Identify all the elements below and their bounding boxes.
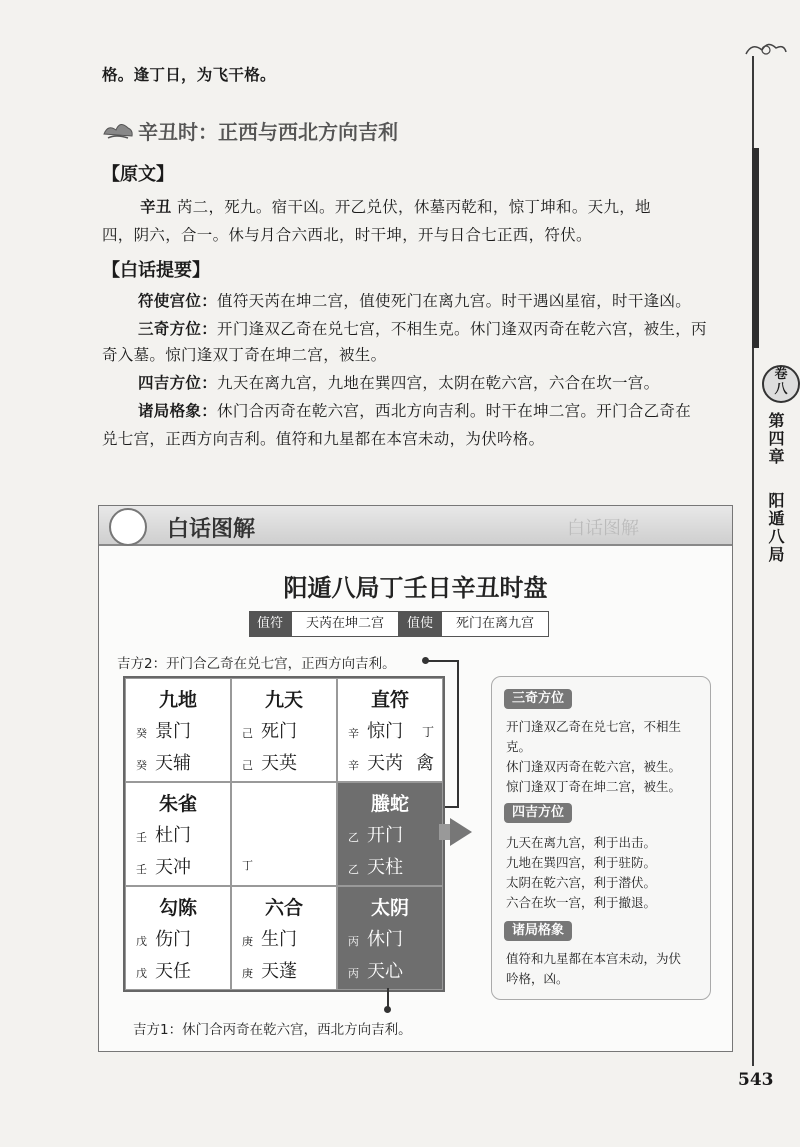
stem: 乙: [348, 863, 359, 876]
panel-line: 九天在离九宫，利于出击。: [506, 835, 657, 850]
palace-row: [136, 925, 191, 951]
analysis-panel: [491, 676, 711, 1000]
door: 惊门: [367, 721, 403, 742]
palace-cell: [125, 678, 231, 782]
margin-thumb-bar: [752, 148, 759, 348]
volume-bottom: 八: [774, 382, 788, 397]
panel-text-siji: [506, 833, 702, 913]
baihua-p2-text-1: 开门逢双乙奇在兑七宫，不相生克。休门逢双丙奇在乾六宫，被生，丙: [217, 320, 707, 338]
stem: 戊: [136, 967, 147, 980]
palace-god: 直符: [370, 689, 409, 711]
panel-line: 六合在坎一宫，利于撤退。: [506, 895, 657, 910]
illustration-box: [98, 505, 733, 1052]
palace-row: [136, 853, 191, 879]
door: 死门: [261, 721, 297, 742]
palace-extra-star: 禽: [416, 753, 434, 774]
stem: 乙: [348, 831, 359, 844]
chart-title: 阳遁八局丁壬日辛丑时盘: [283, 574, 548, 602]
baihua-p3-lead: 四吉方位：: [138, 374, 218, 392]
yuanwen-label: 【原文】: [102, 164, 174, 185]
stem: 己: [242, 727, 253, 740]
star: 天心: [367, 961, 403, 982]
palace-row: [242, 925, 297, 951]
baihua-p2-lead: 三奇方位：: [138, 320, 218, 338]
baihua-p1: [138, 288, 691, 314]
star: 天辅: [155, 753, 191, 774]
stem: 癸: [136, 727, 147, 740]
palace-cell: [337, 782, 443, 886]
palace-row: [242, 957, 297, 983]
palace-row: [242, 717, 297, 743]
connector-dot-1: [384, 1006, 391, 1013]
panel-text-sanqi: [506, 717, 702, 797]
palace-row: [136, 717, 191, 743]
panel-line: 惊门逢双丁奇在坤二宫，被生。: [506, 779, 682, 794]
cloud-ornament-icon: [742, 36, 788, 62]
star: 天柱: [367, 857, 403, 878]
cloud-heading-icon: [102, 118, 134, 142]
door: 休门: [367, 929, 403, 950]
star: 天芮: [367, 753, 403, 774]
jifang-2-note: 吉方2：开门合乙奇在兑七宫，正西方向吉利。: [117, 656, 396, 672]
door: 景门: [155, 721, 191, 742]
palace-cell-center: [231, 782, 337, 886]
baihua-p1-text: 值符天芮在坤二宫，值使死门在离九宫。时干遇凶星宿，时干逢凶。: [217, 292, 692, 310]
connector-2-v: [457, 660, 459, 808]
panel-line: 太阴在乾六宫，利于潜伏。: [506, 875, 657, 890]
page-number: 543: [738, 1070, 774, 1090]
panel-line: 休门逢双丙奇在乾六宫，被生。: [506, 759, 682, 774]
baihua-p2: [138, 316, 707, 342]
palace-god: 朱雀: [158, 793, 197, 815]
door: 杜门: [155, 825, 191, 846]
door: 伤门: [155, 929, 191, 950]
palace-row: [348, 925, 403, 951]
palace-god: 螣蛇: [370, 793, 409, 815]
palace-cell: [231, 886, 337, 990]
baihua-p3-text: 九天在离九宫，九地在巽四宫，太阴在乾六宫，六合在坎一宫。: [217, 374, 660, 392]
zhishi-value: 死门在离九宫: [441, 611, 549, 637]
panel-line: 克。: [506, 739, 532, 754]
door: 开门: [367, 825, 403, 846]
baihua-p4: [138, 398, 691, 424]
baihua-p2-line-2: 奇入墓。惊门逢双丁奇在坤二宫，被生。: [102, 346, 387, 364]
connector-2-h: [427, 660, 459, 662]
chapter-label: 第四章: [766, 412, 785, 466]
palace-row: [242, 749, 297, 775]
stem: 丙: [348, 967, 359, 980]
palace-god: 太阴: [370, 897, 409, 919]
palace-cell: [125, 782, 231, 886]
palace-cell: [337, 886, 443, 990]
panel-head-sanqi: 三奇方位: [504, 689, 572, 709]
palace-extra-stem: 丁: [421, 725, 434, 739]
zhifu-label: 值符: [249, 611, 291, 637]
illustration-header: [99, 506, 732, 546]
palace-row: [348, 957, 403, 983]
panel-line: 开门逢双乙奇在兑七宫，不相生: [506, 719, 682, 734]
baihua-p4-lead: 诸局格象：: [138, 402, 218, 420]
stem: 壬: [136, 863, 147, 876]
panel-text-zhuju: [506, 949, 702, 989]
palace-row: [348, 853, 403, 879]
volume-badge: [762, 365, 800, 403]
palace-cell: [337, 678, 443, 782]
right-arrow-icon: [450, 818, 472, 846]
palace-row: [242, 853, 261, 874]
stem: 辛: [348, 759, 359, 772]
yuanwen-line-2: 四，阴六，合一。休与月合六西北，时干坤，开与日合七正西，符伏。: [102, 226, 592, 244]
star: 天蓬: [261, 961, 297, 982]
stem: 己: [242, 759, 253, 772]
illustration-ghost-title: 白话图解: [567, 518, 639, 539]
panel-line: 吟格，凶。: [506, 971, 569, 986]
baihua-p3: [138, 370, 659, 396]
section-label: 阳遁八局: [766, 492, 785, 564]
stem: 庚: [242, 935, 253, 948]
volume-top: 卷: [774, 367, 788, 382]
intro-line: 格。逢丁日，为飞干格。: [102, 65, 276, 84]
illustration-title: 白话图解: [167, 517, 256, 542]
baihua-p4-line-2: 兑七宫，正西方向吉利。值符和九星都在本宫未动，为伏吟格。: [102, 430, 545, 448]
palace-row: [136, 957, 191, 983]
palace-row: [348, 821, 403, 847]
stem: 壬: [136, 831, 147, 844]
baihua-p1-lead: 符使宫位：: [138, 292, 218, 310]
panel-line: 九地在巽四宫，利于驻防。: [506, 855, 657, 870]
emblem-icon: [109, 508, 147, 546]
panel-head-zhuju: 诸局格象: [504, 921, 572, 941]
yuanwen-line-1: [140, 194, 651, 220]
yuanwen-lead: 辛丑: [140, 198, 172, 216]
qimen-grid: [123, 676, 445, 992]
door: 生门: [261, 929, 297, 950]
baihua-label: 【白话提要】: [102, 260, 210, 281]
yuanwen-text-1: 芮二，死九。宿干凶。开乙兑伏，休墓丙乾和，惊丁坤和。天九，地: [176, 198, 651, 216]
stem: 庚: [242, 967, 253, 980]
panel-head-siji: 四吉方位: [504, 803, 572, 823]
stem: 丙: [348, 935, 359, 948]
stem: 癸: [136, 759, 147, 772]
star: 天冲: [155, 857, 191, 878]
baihua-p4-text-1: 休门合丙奇在乾六宫，西北方向吉利。时干在坤二宫。开门合乙奇在: [217, 402, 692, 420]
panel-line: 值符和九星都在本宫未动，为伏: [506, 951, 682, 966]
stem: 丁: [242, 859, 253, 872]
palace-god: 六合: [264, 897, 303, 919]
zhishi-label: 值使: [399, 611, 441, 637]
palace-row: [136, 821, 191, 847]
palace-cell: [125, 886, 231, 990]
palace-row: [348, 749, 403, 775]
palace-cell: [231, 678, 337, 782]
zhifu-zhishi-tags: [249, 611, 549, 637]
star: 天任: [155, 961, 191, 982]
palace-god: 九地: [158, 689, 197, 711]
stem: 辛: [348, 727, 359, 740]
palace-god: 勾陈: [158, 897, 197, 919]
stem: 戊: [136, 935, 147, 948]
palace-row: [136, 749, 191, 775]
section-heading: 辛丑时：正西与西北方向吉利: [138, 120, 398, 144]
zhifu-value: 天芮在坤二宫: [291, 611, 399, 637]
star: 天英: [261, 753, 297, 774]
jifang-1-note: 吉方1：休门合丙奇在乾六宫，西北方向吉利。: [133, 1022, 412, 1038]
palace-god: 九天: [264, 689, 303, 711]
palace-row: [348, 717, 403, 743]
